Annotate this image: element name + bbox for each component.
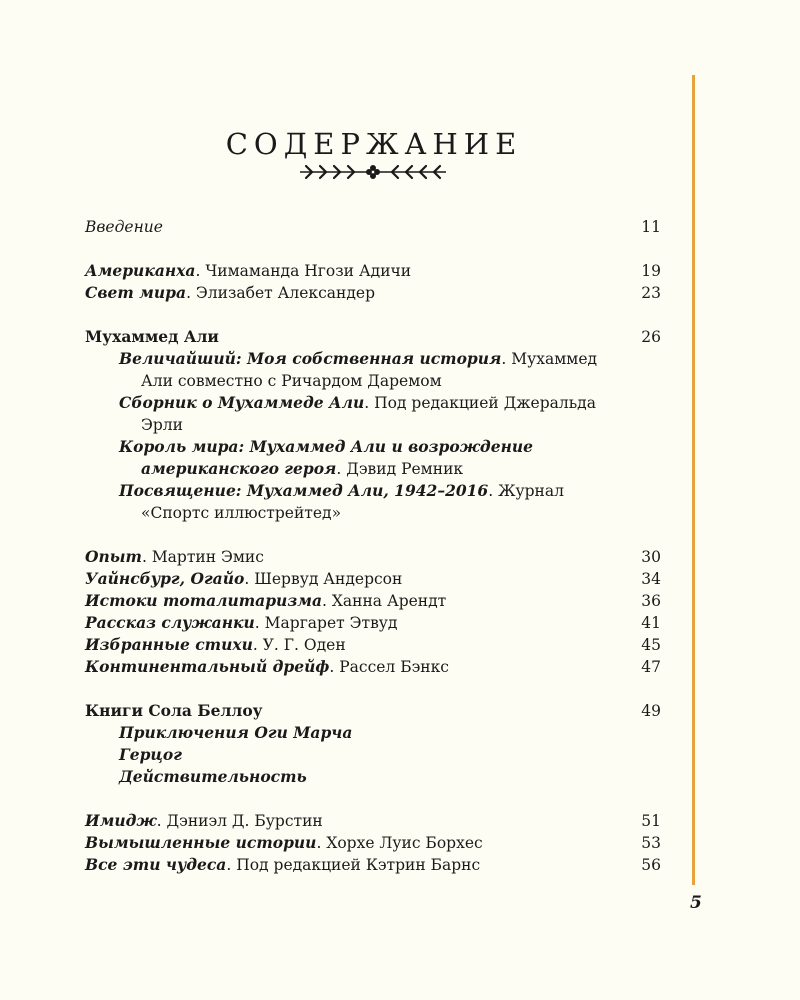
toc-entry-author: Ханна Арендт <box>331 592 447 610</box>
toc-page-number: 36 <box>641 592 661 610</box>
toc-entry-author: У. Г. Оден <box>262 636 346 654</box>
toc-page-number: 53 <box>641 834 661 852</box>
toc-entry-title: Приключения Оги Марча <box>119 723 353 742</box>
toc-entry[interactable]: Свет мира. Элизабет Александер 23 <box>85 283 661 302</box>
toc-entry-author: Дэниэл Д. Бурстин <box>166 812 323 830</box>
toc-entry-author: Дэвид Ремник <box>346 460 464 478</box>
toc-entry-title: Посвящение: Мухаммед Али, 1942–2016 <box>119 481 489 500</box>
toc-page-number: 30 <box>641 548 661 566</box>
toc-entry-title-cont: американского героя <box>141 459 337 478</box>
toc-section-heading: Мухаммед Али <box>85 327 219 346</box>
toc-subentry[interactable] <box>85 722 661 744</box>
toc-entry[interactable]: Вымышленные истории. Хорхе Луис Борхес 53 <box>85 833 661 852</box>
toc-entry[interactable]: Избранные стихи. У. Г. Оден 45 <box>85 635 661 654</box>
toc-entry-title: Рассказ служанки <box>85 613 255 632</box>
toc-entry-author-cont: Эрли <box>141 416 183 434</box>
toc-subentry[interactable] <box>85 744 661 766</box>
toc-entry-title: Опыт <box>85 547 142 566</box>
toc-entry[interactable]: Истоки тоталитаризма. Ханна Арендт 36 <box>85 591 661 610</box>
toc-entry-title: Величайший: Моя собственная история <box>119 349 502 368</box>
toc-section-heading: Книги Сола Беллоу <box>85 701 263 720</box>
toc-page-number: 34 <box>641 570 661 588</box>
toc-subentry[interactable]: Король мира: Мухаммед Али и возрождение американского героя. Дэвид Ремник <box>119 437 533 478</box>
toc-entry[interactable]: Континентальный дрейф. Рассел Бэнкс 47 <box>85 657 661 676</box>
toc-entry[interactable]: Имидж. Дэниэл Д. Бурстин 51 <box>85 811 661 830</box>
toc-entry-intro[interactable] <box>85 216 661 238</box>
toc-entry-author-cont: Али совместно с Ричардом Даремом <box>141 372 442 390</box>
toc-subentry[interactable]: Посвящение: Мухаммед Али, 1942–2016. Журнал «Спортс иллюстрейтед» <box>85 480 661 524</box>
toc-entry-title: Герцог <box>119 745 182 764</box>
toc-page-number: 41 <box>641 614 661 632</box>
toc-entry[interactable]: Опыт. Мартин Эмис 30 <box>85 547 661 566</box>
toc-entry-title: Американха <box>85 261 196 280</box>
toc-entry-author-cont: «Спортс иллюстрейтед» <box>141 504 342 522</box>
table-of-contents <box>85 216 661 876</box>
toc-entry-title: Вымышленные истории <box>85 833 317 852</box>
toc-entry-author: Чимаманда Нгози Адичи <box>205 262 412 280</box>
toc-entry-title: Уайнсбург, Огайо <box>85 569 245 588</box>
toc-entry-title: Избранные стихи <box>85 635 253 654</box>
toc-entry-title: Имидж <box>85 811 157 830</box>
toc-page-number: 49 <box>641 702 661 720</box>
toc-page-number: 56 <box>641 856 661 874</box>
toc-entry[interactable]: Все эти чудеса. Под редакцией Кэтрин Барнс 56 <box>85 855 661 874</box>
toc-entry-author: Рассел Бэнкс <box>339 658 449 676</box>
toc-entry[interactable]: Уайнсбург, Огайо. Шервуд Андерсон 34 <box>85 569 661 588</box>
toc-subentry[interactable]: Сборник о Мухаммеде Али. Под редакцией Джеральда Эрли <box>85 392 661 436</box>
toc-entry-title: Свет мира <box>85 283 187 302</box>
floral-divider-icon <box>298 160 448 184</box>
toc-page-number: 19 <box>641 262 661 280</box>
toc-entry-author: Хорхе Луис Борхес <box>326 834 483 852</box>
toc-section-bellow[interactable] <box>85 700 661 722</box>
toc-entry-author: Журнал <box>498 482 564 500</box>
toc-entry-author: Мартин Эмис <box>151 548 264 566</box>
toc-page-number: 45 <box>641 636 661 654</box>
toc-entry-title: Истоки тоталитаризма <box>85 591 322 610</box>
toc-entry-title: Все эти чудеса <box>85 855 227 874</box>
toc-entry[interactable]: Рассказ служанки. Маргарет Этвуд 41 <box>85 613 661 632</box>
margin-rule <box>692 75 695 885</box>
toc-entry[interactable]: Американха. Чимаманда Нгози Адичи 19 <box>85 261 661 280</box>
toc-page-number: 23 <box>641 284 661 302</box>
toc-subentry[interactable] <box>85 766 661 788</box>
toc-entry-author: Под редакцией Джеральда <box>374 394 596 412</box>
toc-subentry[interactable]: Величайший: Моя собственная история. Мухаммед Али совместно с Ричардом Даремом <box>85 348 661 392</box>
toc-page-number: 47 <box>641 658 661 676</box>
toc-entry-author: Маргарет Этвуд <box>264 614 398 632</box>
toc-page-number: 11 <box>641 218 661 236</box>
toc-entry-author: Элизабет Александер <box>195 284 375 302</box>
toc-entry-title: Сборник о Мухаммеде Али <box>119 393 365 412</box>
toc-page-number: 26 <box>641 328 661 346</box>
page-number: 5 <box>690 893 702 913</box>
toc-entry-title: Континентальный дрейф <box>85 657 330 676</box>
toc-entry-title: Введение <box>85 218 163 236</box>
toc-entry-author: Мухаммед <box>511 350 598 368</box>
toc-entry-author: Под редакцией Кэтрин Барнс <box>236 856 481 874</box>
page-title: СОДЕРЖАНИЕ <box>225 127 523 162</box>
toc-page-number: 51 <box>641 812 661 830</box>
toc-entry-title: Действительность <box>119 767 307 786</box>
toc-entry-author: Шервуд Андерсон <box>254 570 403 588</box>
toc-entry-title: Король мира: Мухаммед Али и возрождение <box>119 437 533 456</box>
toc-section-ali[interactable] <box>85 326 661 348</box>
